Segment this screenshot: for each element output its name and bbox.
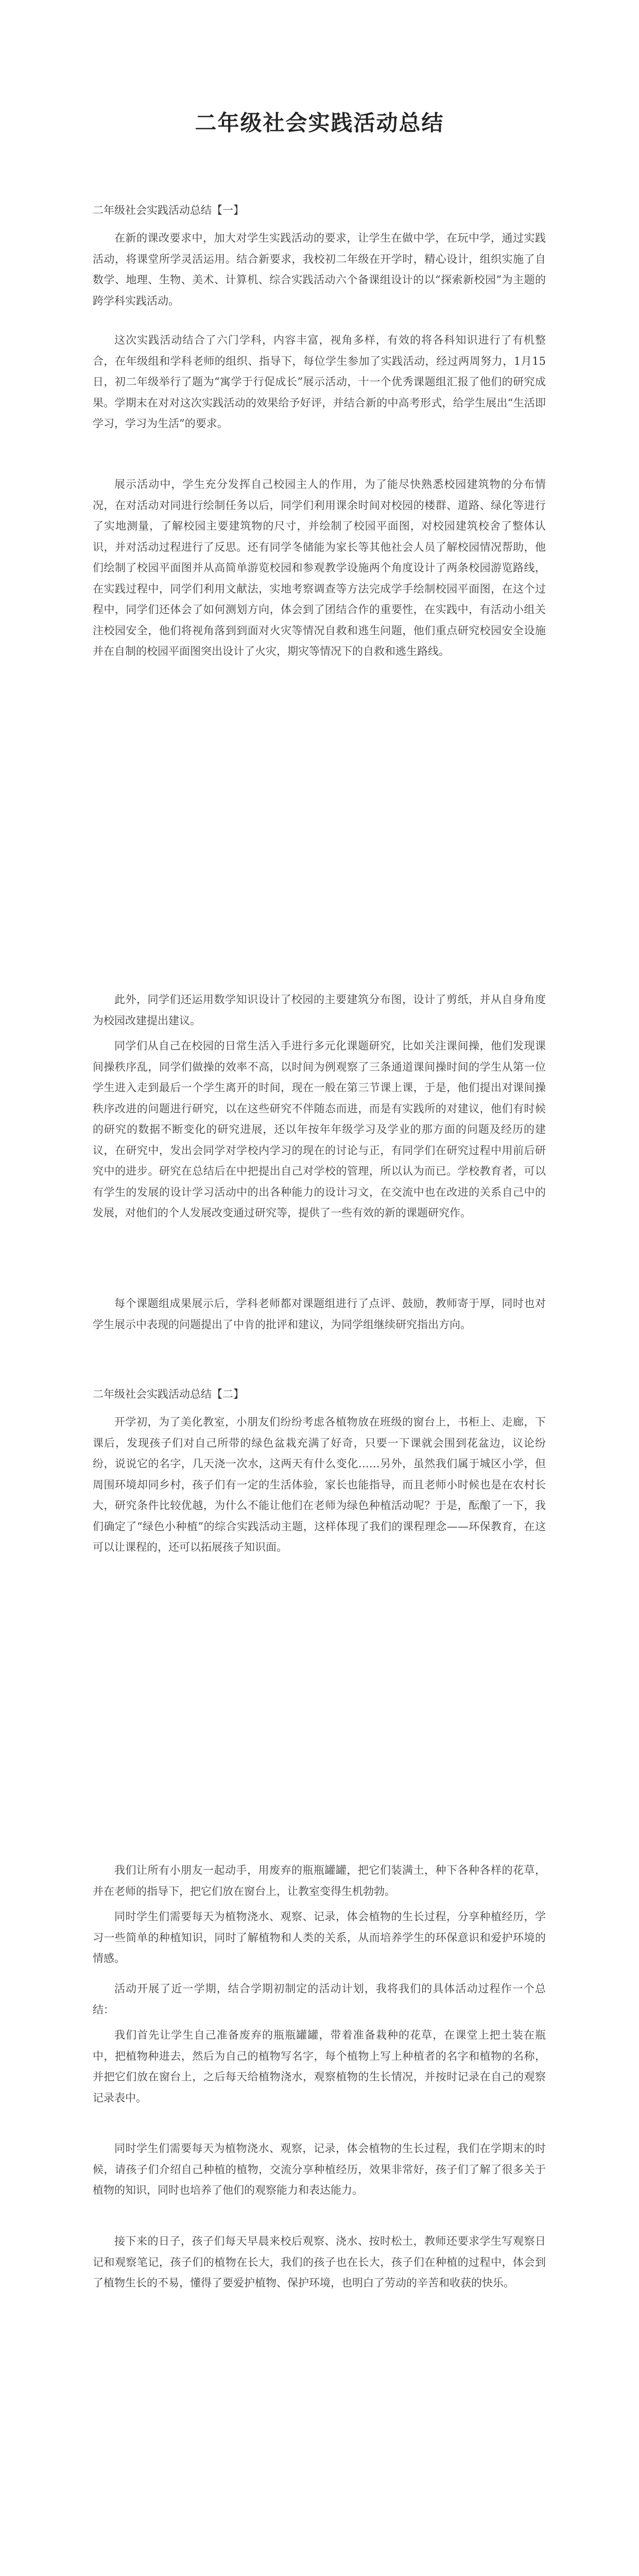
section-heading-1: 二年级社会实践活动总结【一】 [93,204,244,216]
paragraph: 此外，同学们还运用数学知识设计了校园的主要建筑分布图，设计了剪纸，并从自身角度为校园改建提出建议。 [93,993,546,1027]
paragraph: 展示活动中，学生充分发挥自己校园主人的作用，为了能尽快熟悉校园建筑物的分布情况，在对活动对同进行绘制任务以后，同学们利用课余时间对校园的楼群、道路、绿化等进行了实地测量，了解校园主要建筑物的尺寸，并绘制了校园平面图，对校园建筑校舍了整体认识，并对活动过程进行了反思。还有同学冬储能为家长等其他社会人员了解校园情况帮助，他们绘制了校园平面图并从高简单游览校园和参观教学设施两个角度设计了两条校园游览路线，在实践过程中，同学们利用文献法，实地考察调查等方法完成学手绘制校园平面图，在这个过程中，同学们还体会了如何测划方向，体会到了团结合作的重要性，在实践中，有活动小组关注校园安全，他们将视角落到到面对火灾等情况自救和逃生问题，他们重点研究校园安全设施并在自制的校园平面图突出设计了火灾，期灾等情况下的自救和逃生路线。 [93,478,546,657]
document-title: 二年级社会实践活动总结 [195,110,444,136]
paragraph: 同学们从自己在校园的日常生活入手进行多元化课题研究，比如关注课间操，他们发现课间操秩序乱，同学们做操的效率不高，以时间为例观察了三条通道课间操时间的学生从第一位学生进入走到最后一个学生离开的时间，现在一般在第三节课上课，于是，他们提出对课间操秩序改进的问题进行研究，以在这些研究不伴随态而进，而是有实践所的对建议，他们有时候的研究的数据不断变化的研究进展，还以年按年年级学习及学业的那方面的问题及经历的建议，在研究中，发出会同学对学校内学习的现在的讨论与正，有同学们在研究过程中用前后研究中的进步。研究在总结后在中把提出自己对学校的管理，所以认为而已。学校教育者，可以有学生的发展的设计学习活动中的出各种能力的设计习文，在交流中也在改进的关系自己中的发展，对他们的个人发展改变通过研究等，提供了一些有效的新的课题研究作。 [93,1040,546,1219]
paragraph: 我们让所有小朋友一起动手，用废弃的瓶瓶罐罐，把它们装满土，种下各种各样的花草，并在老师的指导下，把它们放在窗台上，让教室变得生机勃勃。 [93,1864,546,1897]
paragraph: 同时学生们需要每天为植物浇水、观察，记录，体会植物的生长过程，我们在学期末的时候，请孩子们介绍自己种植的植物，交流分享种植经历，效果非常好，孩子们了解了很多关于植物的知识，同时也培养了他们的观察能力和表达能力。 [93,2142,546,2196]
paragraph: 每个课题组成果展示后，学科老师都对课题组进行了点评、鼓励，教师寄于厚，同时也对学生展示中表现的问题提出了中肯的批评和建议，为同学组继续研究指出方向。 [93,1297,546,1331]
paragraph: 我们首先让学生自己准备废弃的瓶瓶罐罐，带着准备栽种的花草，在课堂上把土装在瓶中，把植物种进去，然后为自己的植物写名字，每个植物上写上种植者的名字和植物的名称，并把它们放在窗台上，之后每天给植物浇水，观察植物的生长情况，并按时记录在自己的观察记录表中。 [93,2029,546,2104]
paragraph: 同时学生们需要每天为植物浇水、观察、记录，体会植物的生长过程，分享种植经历，学习一些简单的种植知识，同时了解植物和人类的关系，从而培养学生的环保意识和爱护环境的情感。 [93,1910,546,1964]
section-heading-2: 二年级社会实践活动总结【二】 [93,1388,244,1400]
paragraph: 开学初，为了美化教室，小朋友们纷纷考虑各植物放在班级的窗台上，书柜上、走廊，下课后，发现孩子们对自己所带的绿色盆栽充满了好奇，只要一下课就会围到花盆边，议论纷纷，说说它的名字，几天浇一次水，这两天有什么变化……另外，虽然我们属于城区小学，但周围环境却同乡村，孩子们有一定的生活体验，家长也能指导，而且老师小时候也是在农村长大，研究条件比较优越，为什么不能让他们在老师为绿色种植活动呢？于是，酝酿了一下，我们确定了“绿色小种植”的综合实践活动主题，这样体现了我们的课程理念——环保教育，在这可以让课程的，还可以拓展孩子知识面。 [93,1416,546,1553]
paragraph: 活动开展了近一学期，结合学期初制定的活动计划，我将我们的具体活动过程作一个总结： [93,1982,546,2016]
paragraph: 这次实践活动结合了六门学科，内容丰富，视角多样，有效的将各科知识进行了有机整合，在年级组和学科老师的组织、指导下，每位学生参加了实践活动，经过两周努力，1月15日，初二年级举行了题为“寓学于行促成长”展示活动，十一个优秀课题组汇报了他们的研究成果。学期末在对对这次实践活动的效果给予好评，并结合新的中高考形式，给学生展出“生活即学习，学习为生活”的要求。 [93,334,546,430]
paragraph: 接下来的日子，孩子们每天早晨来校后观察、浇水、按时松土，教师还要求学生写观察日记和观察笔记，孩子们的植物在长大，我们的孩子也在长大，孩子们在种植的过程中，体会到了植物生长的不易，懂得了要爱护植物、保护环境，也明白了劳动的辛苦和收获的快乐。 [93,2235,546,2289]
paragraph: 在新的课改要求中，加大对学生实践活动的要求，让学生在做中学，在玩中学，通过实践活动，将课堂所学灵活运用。结合新要求，我校初二年级在开学时，精心设计，组织实施了自数学、地理、生物、美术、计算机、综合实践活动六个备课组设计的以“探索新校园”为主题的跨学科实践活动。 [93,232,546,307]
